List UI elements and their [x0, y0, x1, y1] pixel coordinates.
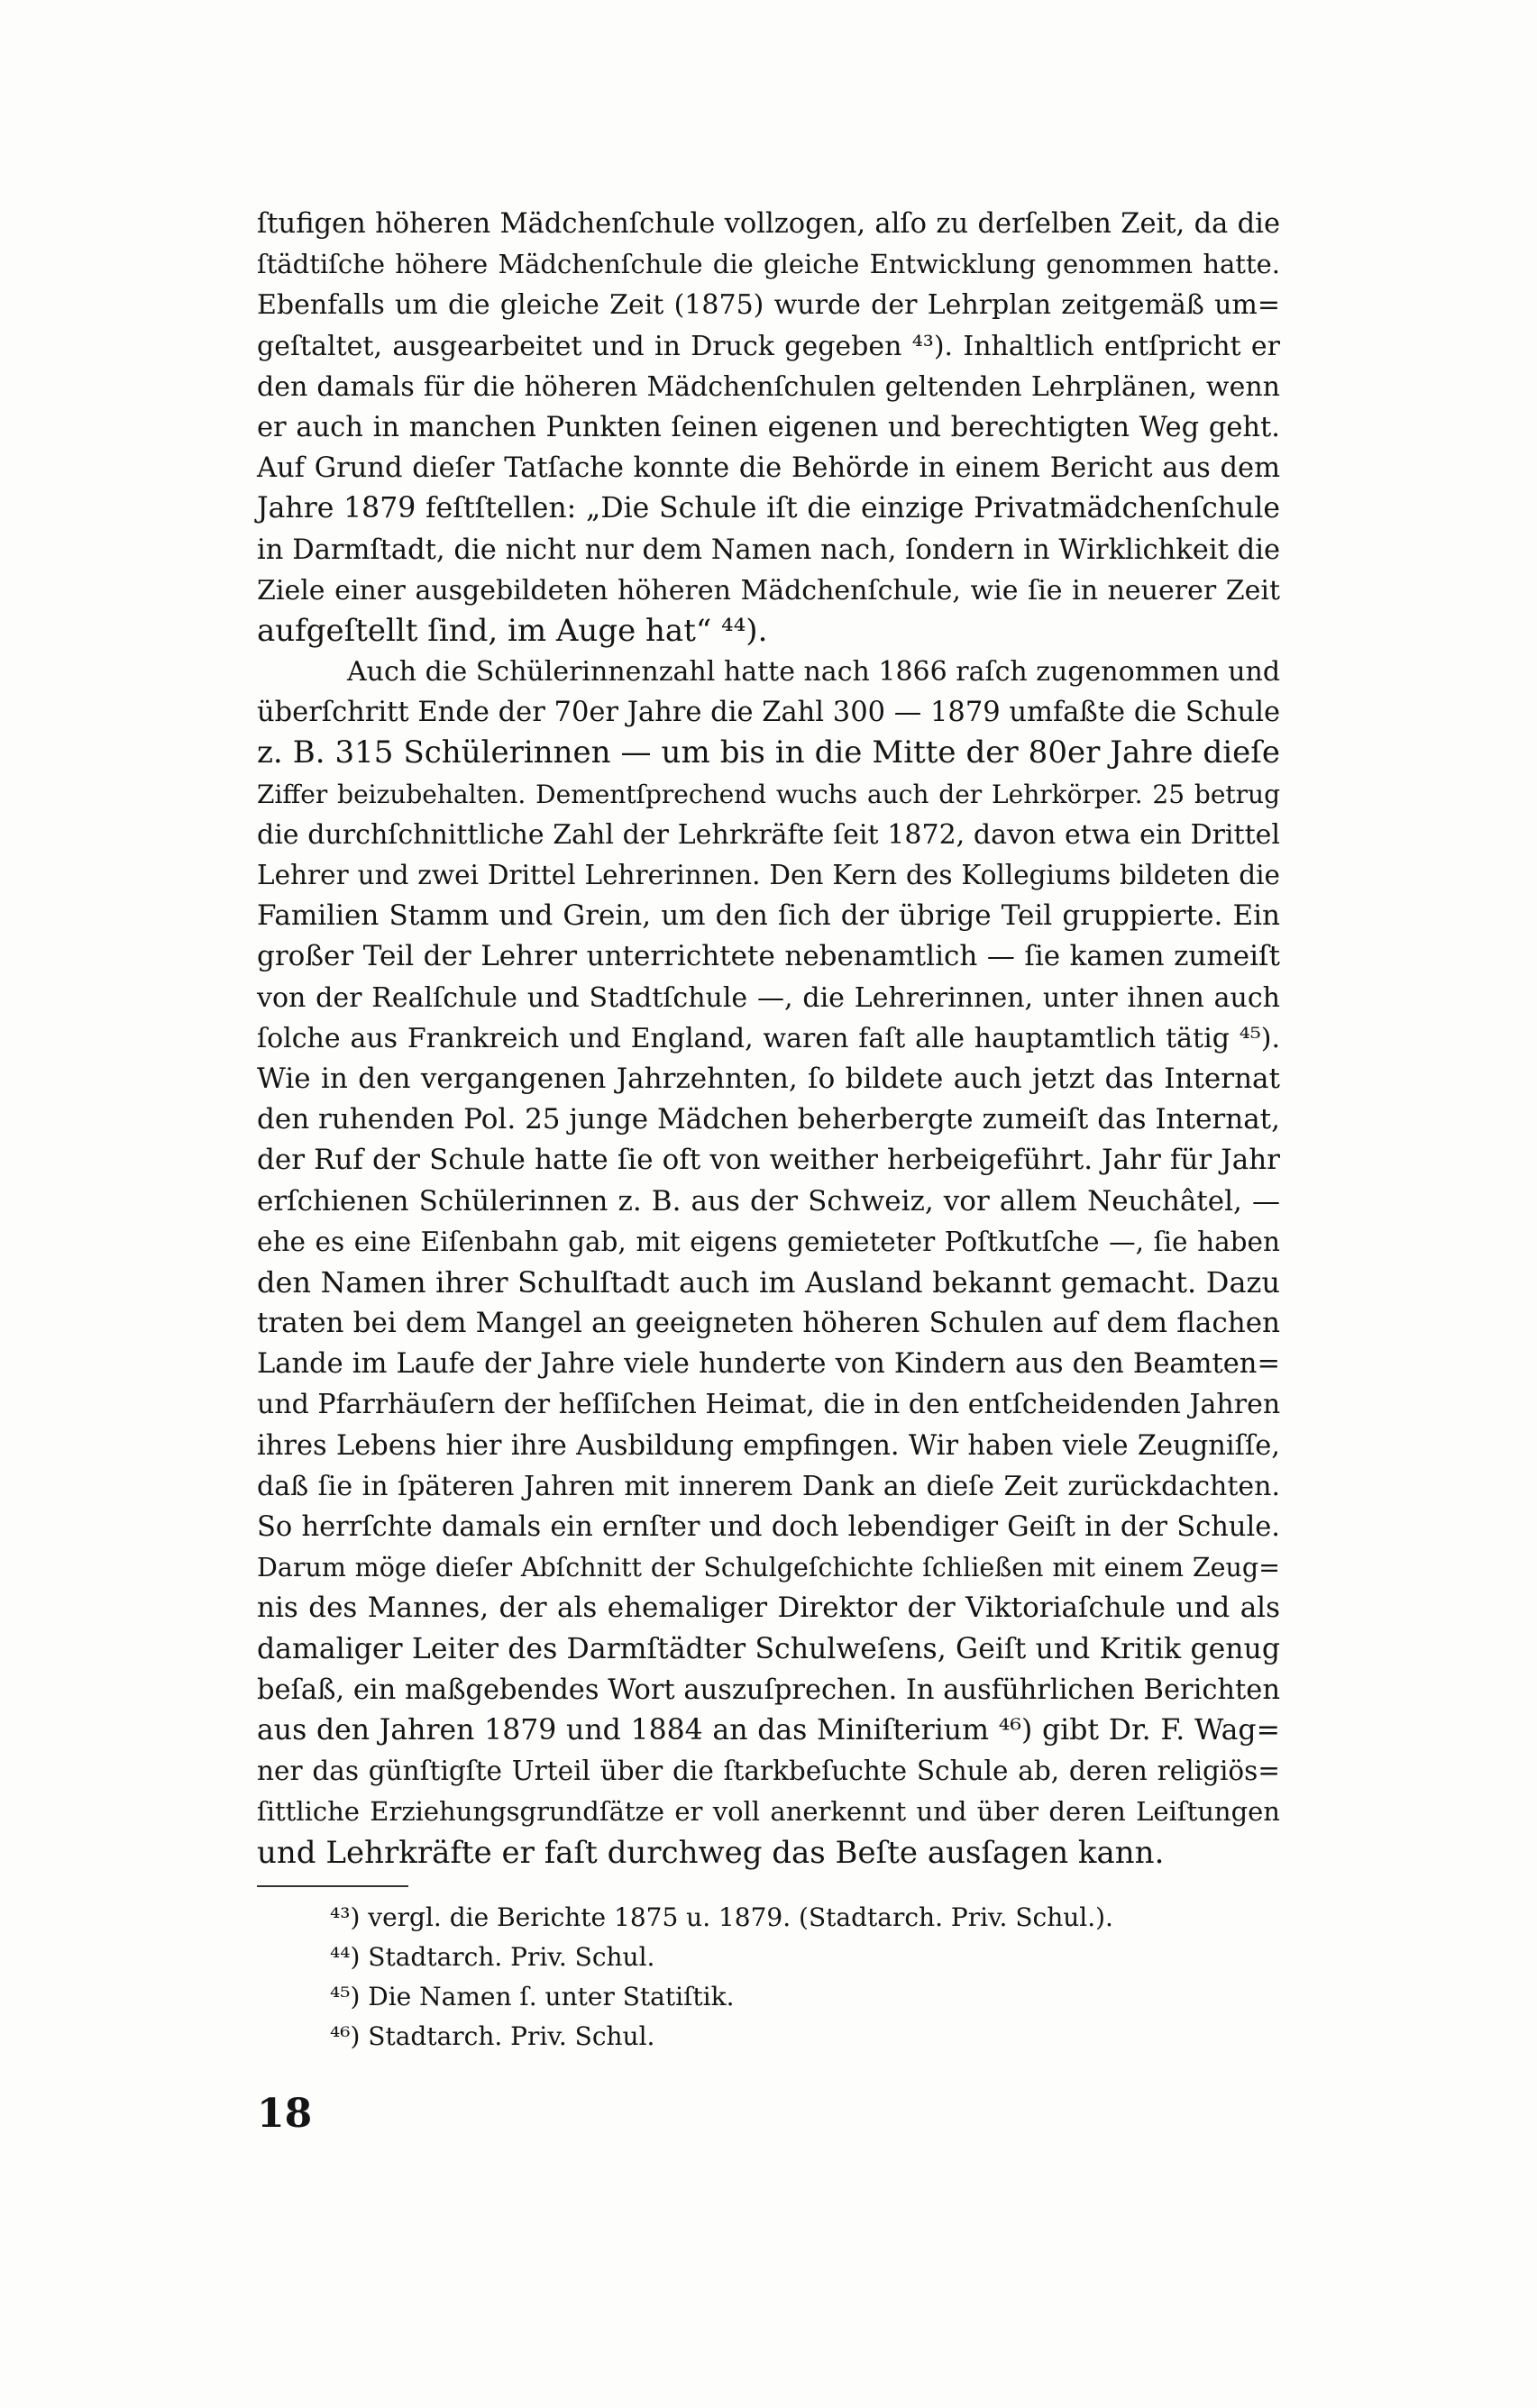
text-line: Auch die Schülerinnenzahl hatte nach 1866 raſch zugenommen und [347, 656, 1281, 689]
text-line: Jahre 1879 feſtſtellen: „Die Schule iſt die einzige Privatmädchenſchule [257, 492, 1280, 525]
text-line: daß ſie in ſpäteren Jahren mit innerem Dank an dieſe Zeit zurückdachten. [257, 1470, 1280, 1502]
page-number: 18 [257, 2091, 313, 2137]
text-line: und Lehrkräfte er faſt durchweg das Beſte ausſagen kann. [257, 1834, 1165, 1871]
text-line: geſtaltet, ausgearbeitet und in Druck gegeben ⁴³). Inhaltlich entſpricht er [257, 330, 1280, 362]
text-line: damaliger Leiter des Darmſtädter Schulweſens, Geiſt und Kritik genug [257, 1632, 1280, 1665]
footnote-46: ⁴⁶) Stadtarch. Priv. Schul. [330, 2021, 655, 2051]
text-line: den ruhenden Pol. 25 junge Mädchen beherbergte zumeiſt das Internat, [257, 1103, 1280, 1136]
footnote-45: ⁴⁵) Die Namen ſ. unter Statiſtik. [330, 1982, 735, 2011]
text-line: den damals für die höheren Mädchenſchulen geltenden Lehrplänen, wenn [257, 370, 1280, 403]
text-line: der Ruf der Schule hatte ſie oft von weither herbeigeführt. Jahr für Jahr [257, 1144, 1280, 1177]
footnote-44: ⁴⁴) Stadtarch. Priv. Schul. [330, 1942, 655, 1972]
text-line: aufgeſtellt ſind, im Auge hat“ ⁴⁴). [257, 612, 768, 649]
footnote-43: ⁴³) vergl. die Berichte 1875 u. 1879. (Stadtarch. Priv. Schul.). [330, 1902, 1113, 1932]
text-line: Lande im Laufe der Jahre viele hunderte von Kindern aus den Beamten= [257, 1348, 1280, 1381]
text-line: und Pfarrhäuſern der heſſiſchen Heimat, die in den entſcheidenden Jahren [257, 1389, 1281, 1421]
text-line: er auch in manchen Punkten ſeinen eigenen und berechtigten Weg geht. [257, 411, 1280, 443]
body-text [257, 204, 1280, 1874]
text-line: Darum möge dieſer Abſchnitt der Schulgeſchichte ſchließen mit einem Zeug= [257, 1553, 1280, 1583]
footnote-divider [257, 1885, 408, 1887]
text-line: beſaß, ein maßgebendes Wort auszuſprechen. In ausführlichen Berichten [257, 1674, 1280, 1706]
text-line: überſchritt Ende der 70er Jahre die Zahl 300 — 1879 umfaßte die Schule [257, 697, 1280, 729]
text-line: in Darmſtadt, die nicht nur dem Namen nach, ſondern in Wirklichkeit die [257, 534, 1280, 566]
text-line: ihres Lebens hier ihre Ausbildung empfingen. Wir haben viele Zeugniſſe, [257, 1429, 1280, 1462]
footnotes [330, 1898, 1231, 2057]
text-line: ehe es eine Eiſenbahn gab, mit eigens gemieteter Poſtkutſche —, ſie haben [257, 1226, 1280, 1257]
text-line: z. B. 315 Schülerinnen — um bis in die Mitte der 80er Jahre dieſe [257, 734, 1280, 771]
text-line: von der Realſchule und Stadtſchule —, die Lehrerinnen, unter ihnen auch [257, 981, 1280, 1014]
text-line: ſolche aus Frankreich und England, waren faſt alle hauptamtlich tätig ⁴⁵). [257, 1022, 1280, 1054]
text-line: Ebenfalls um die gleiche Zeit (1875) wurde der Lehrplan zeitgemäß um= [257, 289, 1280, 322]
text-line: die durchſchnittliche Zahl der Lehrkräfte ſeit 1872, davon etwa ein Drittel [257, 818, 1280, 851]
text-line: Ziele einer ausgebildeten höheren Mädchenſchule, wie ſie in neuerer Zeit [257, 574, 1280, 607]
text-line: ſtufigen höheren Mädchenſchule vollzogen, alſo zu derſelben Zeit, da die [257, 208, 1280, 240]
text-line: ſittliche Erziehungsgrundſätze er voll anerkennt und über deren Leiſtungen [257, 1796, 1280, 1828]
text-line: Lehrer und zwei Drittel Lehrerinnen. Den Kern des Kollegiums bildeten die [257, 860, 1280, 890]
text-line: Wie in den vergangenen Jahrzehnten, ſo bildete auch jetzt das Internat [257, 1062, 1280, 1095]
text-line: den Namen ihrer Schulſtadt auch im Ausland bekannt gemacht. Dazu [257, 1264, 1280, 1300]
text-line: großer Teil der Lehrer unterrichtete nebenamtlich — ſie kamen zumeiſt [257, 940, 1280, 973]
text-line: aus den Jahren 1879 und 1884 an das Miniſterium ⁴⁶) gibt Dr. F. Wag= [257, 1713, 1280, 1747]
text-line: traten bei dem Mangel an geeigneten höheren Schulen auf dem flachen [257, 1307, 1280, 1340]
text-line: Familien Stamm und Grein, um den ſich der übrige Teil gruppierte. Ein [257, 899, 1280, 933]
text-line: ſtädtiſche höhere Mädchenſchule die gleiche Entwicklung genommen hatte. [257, 249, 1280, 280]
text-line: Auf Grund dieſer Tatſache konnte die Behörde in einem Bericht aus dem [257, 452, 1280, 485]
text-line: ner das günſtigſte Urteil über die ſtarkbeſuchte Schule ab, deren religiös= [257, 1756, 1280, 1787]
text-line: nis des Mannes, der als ehemaliger Direktor der Viktoriaſchule und als [257, 1592, 1280, 1625]
text-line: Ziffer beizubehalten. Dementſprechend wuchs auch der Lehrkörper. 25 betrug [257, 779, 1280, 809]
text-line: erſchienen Schülerinnen z. B. aus der Schweiz, vor allem Neuchâtel, — [257, 1184, 1280, 1218]
text-line: So herrſchte damals ein ernſter und doch lebendiger Geiſt in der Schule. [257, 1511, 1280, 1543]
